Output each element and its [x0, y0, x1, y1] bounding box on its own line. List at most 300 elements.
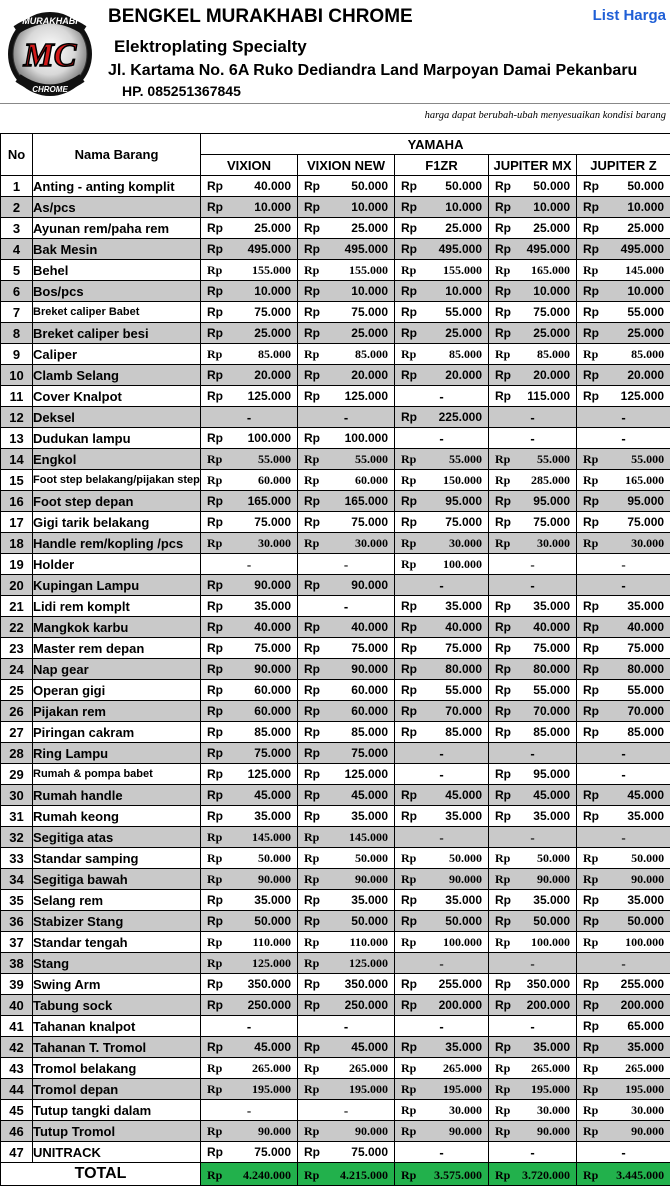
price-value: 35.000: [533, 1040, 570, 1054]
row-number: 41: [1, 1016, 33, 1037]
price-value: 35.000: [627, 809, 665, 823]
price-cell: [201, 596, 298, 617]
price-empty: -: [439, 1145, 444, 1160]
price-cell: [201, 659, 298, 680]
currency-label: Rp: [304, 473, 320, 487]
price-cell: [489, 659, 577, 680]
price-cell: [489, 1016, 577, 1037]
price-empty: -: [530, 1145, 535, 1160]
price-cell: [201, 365, 298, 386]
price-value: 10.000: [351, 200, 388, 214]
row-number: 43: [1, 1058, 33, 1079]
price-value: 95.000: [627, 494, 665, 508]
currency-label: Rp: [304, 221, 320, 235]
currency-label: Rp: [401, 998, 417, 1012]
row-number: 2: [1, 197, 33, 218]
price-value: 100.000: [531, 935, 570, 949]
item-name: Standar samping: [33, 848, 201, 869]
price-cell: [395, 323, 489, 344]
currency-label: Rp: [401, 200, 417, 214]
price-cell: [577, 407, 670, 428]
row-number: 26: [1, 701, 33, 722]
table-row: [1, 785, 670, 806]
price-cell: [489, 239, 577, 260]
currency-label: Rp: [401, 263, 417, 277]
model-header: JUPITER MX: [489, 155, 577, 176]
currency-label: Rp: [401, 221, 417, 235]
row-number: 13: [1, 428, 33, 449]
price-cell: [489, 260, 577, 281]
price-value: 165.000: [247, 494, 291, 508]
price-value: 90.000: [254, 578, 291, 592]
currency-label: Rp: [495, 998, 511, 1012]
price-empty: -: [246, 1019, 252, 1034]
price-empty: -: [343, 1019, 349, 1034]
price-cell: [489, 197, 577, 218]
price-cell: [577, 1016, 670, 1037]
total-row: [1, 1163, 670, 1186]
currency-label: Rp: [207, 1082, 223, 1096]
price-cell: [201, 953, 298, 974]
price-cell: [201, 764, 298, 785]
price-cell: [298, 680, 395, 701]
currency-label: Rp: [207, 1168, 223, 1182]
row-number: 40: [1, 995, 33, 1016]
currency-label: Rp: [207, 599, 223, 613]
currency-label: Rp: [583, 515, 599, 529]
price-empty: -: [621, 410, 626, 425]
price-cell: [577, 848, 670, 869]
price-cell: [201, 218, 298, 239]
table-row: [1, 701, 670, 722]
price-cell: [298, 764, 395, 785]
table-row: [1, 302, 670, 323]
price-value: 40.000: [351, 620, 388, 634]
price-cell: [395, 260, 489, 281]
currency-label: Rp: [304, 200, 320, 214]
price-value: 10.000: [627, 200, 665, 214]
price-value: 25.000: [533, 221, 570, 235]
model-header: JUPITER Z: [577, 155, 670, 176]
currency-label: Rp: [495, 1040, 511, 1054]
currency-label: Rp: [495, 809, 511, 823]
row-number: 32: [1, 827, 33, 848]
price-value: 350.000: [526, 977, 570, 991]
currency-label: Rp: [401, 326, 417, 340]
price-value: 25.000: [627, 326, 665, 340]
currency-label: Rp: [495, 704, 511, 718]
currency-label: Rp: [207, 746, 223, 760]
currency-label: Rp: [207, 851, 223, 865]
price-value: 75.000: [445, 515, 482, 529]
currency-label: Rp: [495, 221, 511, 235]
price-cell: [298, 659, 395, 680]
price-empty: -: [530, 1019, 535, 1034]
price-value: 75.000: [533, 305, 570, 319]
price-value: 35.000: [254, 599, 291, 613]
price-value: 50.000: [351, 914, 388, 928]
price-value: 35.000: [351, 893, 388, 907]
price-value: 110.000: [349, 935, 388, 949]
price-value: 10.000: [254, 200, 291, 214]
price-empty: -: [439, 389, 444, 404]
table-row: [1, 722, 670, 743]
currency-label: Rp: [583, 872, 599, 886]
price-value: 350.000: [247, 977, 291, 991]
logo-top-text: MURAKHABI: [22, 16, 78, 26]
price-cell: [489, 575, 577, 596]
item-name: Ring Lampu: [33, 743, 201, 764]
price-value: 125.000: [252, 956, 291, 970]
table-row: [1, 197, 670, 218]
item-name: Mangkok karbu: [33, 617, 201, 638]
item-name: Piringan cakram: [33, 722, 201, 743]
price-empty: -: [621, 431, 626, 446]
price-empty: -: [439, 956, 444, 971]
currency-label: Rp: [207, 1061, 223, 1075]
currency-label: Rp: [401, 452, 417, 466]
price-value: 75.000: [351, 1145, 388, 1159]
row-number: 27: [1, 722, 33, 743]
price-value: 285.000: [531, 473, 570, 487]
row-number: 4: [1, 239, 33, 260]
price-value: 60.000: [351, 683, 388, 697]
price-value: 10.000: [533, 200, 570, 214]
item-name: Master rem depan: [33, 638, 201, 659]
row-number: 15: [1, 470, 33, 491]
price-cell: [201, 197, 298, 218]
table-row: [1, 575, 670, 596]
price-cell: [577, 722, 670, 743]
currency-label: Rp: [207, 515, 223, 529]
currency-label: Rp: [495, 725, 511, 739]
row-number: 45: [1, 1100, 33, 1121]
item-name: Ayunan rem/paha rem: [33, 218, 201, 239]
item-name: Tromol belakang: [33, 1058, 201, 1079]
price-value: 150.000: [443, 473, 482, 487]
table-row: [1, 344, 670, 365]
currency-label: Rp: [304, 662, 320, 676]
price-cell: [577, 806, 670, 827]
row-number: 14: [1, 449, 33, 470]
price-cell: [395, 911, 489, 932]
price-cell: [395, 617, 489, 638]
price-value: 25.000: [627, 221, 665, 235]
currency-label: Rp: [207, 473, 223, 487]
price-cell: [395, 1121, 489, 1142]
table-row: [1, 1142, 670, 1163]
price-cell: [395, 386, 489, 407]
total-cell: [395, 1163, 489, 1186]
price-cell: [577, 617, 670, 638]
currency-label: Rp: [304, 704, 320, 718]
price-value: 55.000: [537, 452, 570, 466]
price-value: 3.575.000: [434, 1168, 482, 1182]
price-value: 75.000: [254, 746, 291, 760]
price-cell: [577, 785, 670, 806]
currency-label: Rp: [207, 452, 223, 466]
currency-label: Rp: [401, 704, 417, 718]
table-row: [1, 533, 670, 554]
price-cell: [395, 575, 489, 596]
item-name: Gigi tarik belakang: [33, 512, 201, 533]
currency-label: Rp: [304, 977, 320, 991]
price-cell: [395, 491, 489, 512]
price-cell: [577, 743, 670, 764]
price-value: 4.215.000: [340, 1168, 388, 1182]
price-value: 75.000: [351, 305, 388, 319]
price-cell: [577, 428, 670, 449]
currency-label: Rp: [583, 620, 599, 634]
currency-label: Rp: [495, 620, 511, 634]
price-value: 45.000: [445, 788, 482, 802]
price-value: 25.000: [351, 326, 388, 340]
price-cell: [298, 281, 395, 302]
price-cell: [395, 743, 489, 764]
price-value: 100.000: [625, 935, 665, 949]
price-cell: [395, 701, 489, 722]
price-value: 200.000: [526, 998, 570, 1012]
price-cell: [201, 1079, 298, 1100]
price-cell: [395, 953, 489, 974]
table-row: [1, 470, 670, 491]
price-cell: [489, 680, 577, 701]
price-value: 35.000: [533, 809, 570, 823]
table-row: [1, 281, 670, 302]
item-name: Breket caliper Babet: [33, 302, 201, 323]
table-row: [1, 218, 670, 239]
table-row: [1, 323, 670, 344]
price-cell: [489, 995, 577, 1016]
price-empty: -: [621, 746, 626, 761]
currency-label: Rp: [304, 1145, 320, 1159]
currency-label: Rp: [304, 536, 320, 550]
price-cell: [489, 1037, 577, 1058]
price-cell: [395, 470, 489, 491]
model-header: F1ZR: [395, 155, 489, 176]
total-cell: [489, 1163, 577, 1186]
currency-label: Rp: [583, 662, 599, 676]
currency-label: Rp: [583, 641, 599, 655]
currency-label: Rp: [207, 1124, 223, 1138]
price-value: 45.000: [533, 788, 570, 802]
price-value: 50.000: [533, 914, 570, 928]
currency-label: Rp: [401, 620, 417, 634]
price-value: 35.000: [445, 599, 482, 613]
price-value: 50.000: [355, 851, 388, 865]
currency-label: Rp: [207, 683, 223, 697]
price-value: 265.000: [349, 1061, 388, 1075]
currency-label: Rp: [207, 809, 223, 823]
price-value: 85.000: [445, 725, 482, 739]
price-value: 100.000: [443, 557, 482, 571]
currency-label: Rp: [304, 641, 320, 655]
currency-label: Rp: [207, 221, 223, 235]
price-empty: -: [246, 557, 252, 572]
price-cell: [395, 344, 489, 365]
price-cell: [201, 449, 298, 470]
table-row: [1, 1037, 670, 1058]
currency-label: Rp: [207, 767, 223, 781]
price-value: 125.000: [620, 389, 665, 403]
price-cell: [298, 1016, 395, 1037]
price-cell: [577, 470, 670, 491]
price-cell: [489, 554, 577, 575]
item-name: Kupingan Lampu: [33, 575, 201, 596]
item-name: Lidi rem komplt: [33, 596, 201, 617]
price-cell: [489, 407, 577, 428]
table-row: [1, 491, 670, 512]
item-name: Standar tengah: [33, 932, 201, 953]
price-cell: [577, 974, 670, 995]
row-number: 1: [1, 176, 33, 197]
currency-label: Rp: [495, 284, 511, 298]
price-cell: [298, 995, 395, 1016]
price-cell: [201, 1037, 298, 1058]
currency-label: Rp: [304, 515, 320, 529]
item-name: Tromol depan: [33, 1079, 201, 1100]
price-cell: [577, 659, 670, 680]
price-value: 350.000: [344, 977, 388, 991]
price-value: 85.000: [537, 347, 570, 361]
price-cell: [298, 302, 395, 323]
table-row: [1, 596, 670, 617]
price-empty: -: [621, 578, 626, 593]
price-cell: [489, 827, 577, 848]
price-value: 90.000: [351, 578, 388, 592]
currency-label: Rp: [583, 1040, 599, 1054]
item-name: Behel: [33, 260, 201, 281]
currency-label: Rp: [401, 1103, 417, 1117]
price-value: 90.000: [631, 1124, 665, 1138]
currency-label: Rp: [207, 242, 223, 256]
item-name: Cover Knalpot: [33, 386, 201, 407]
price-value: 195.000: [443, 1082, 482, 1096]
price-value: 40.000: [254, 179, 291, 193]
model-header: VIXION: [201, 155, 298, 176]
row-number: 35: [1, 890, 33, 911]
price-cell: [489, 176, 577, 197]
table-row: [1, 386, 670, 407]
currency-label: Rp: [401, 725, 417, 739]
price-cell: [489, 1142, 577, 1163]
price-cell: [577, 218, 670, 239]
currency-label: Rp: [583, 1168, 599, 1182]
price-value: 90.000: [258, 1124, 291, 1138]
price-value: 90.000: [537, 872, 570, 886]
price-value: 45.000: [351, 1040, 388, 1054]
price-cell: [201, 575, 298, 596]
price-cell: [577, 302, 670, 323]
price-cell: [201, 1058, 298, 1079]
row-number: 47: [1, 1142, 33, 1163]
price-cell: [298, 827, 395, 848]
price-cell: [395, 995, 489, 1016]
currency-label: Rp: [583, 788, 599, 802]
price-cell: [395, 512, 489, 533]
currency-label: Rp: [495, 893, 511, 907]
price-cell: [577, 554, 670, 575]
table-row: [1, 239, 670, 260]
header-divider: [0, 103, 670, 104]
price-cell: [201, 722, 298, 743]
price-value: 90.000: [351, 662, 388, 676]
price-value: 145.000: [625, 263, 665, 277]
price-cell: [577, 512, 670, 533]
price-cell: [577, 680, 670, 701]
row-number: 30: [1, 785, 33, 806]
price-value: 35.000: [254, 893, 291, 907]
currency-label: Rp: [495, 368, 511, 382]
currency-label: Rp: [304, 914, 320, 928]
price-cell: [489, 386, 577, 407]
price-value: 85.000: [449, 347, 482, 361]
price-cell: [298, 260, 395, 281]
item-name: Dudukan lampu: [33, 428, 201, 449]
item-name: Rumah keong: [33, 806, 201, 827]
price-value: 145.000: [349, 830, 388, 844]
currency-label: Rp: [495, 767, 511, 781]
table-row: [1, 848, 670, 869]
price-cell: [201, 428, 298, 449]
currency-label: Rp: [304, 1082, 320, 1096]
price-value: 200.000: [438, 998, 482, 1012]
price-cell: [201, 848, 298, 869]
price-cell: [201, 974, 298, 995]
price-cell: [298, 743, 395, 764]
price-value: 90.000: [355, 872, 388, 886]
price-cell: [395, 302, 489, 323]
row-number: 33: [1, 848, 33, 869]
price-value: 85.000: [254, 725, 291, 739]
price-cell: [201, 554, 298, 575]
table-row: [1, 869, 670, 890]
price-empty: -: [530, 557, 535, 572]
currency-label: Rp: [401, 599, 417, 613]
price-value: 35.000: [533, 599, 570, 613]
item-name: Swing Arm: [33, 974, 201, 995]
currency-label: Rp: [304, 851, 320, 865]
price-value: 35.000: [627, 1040, 665, 1054]
price-value: 100.000: [344, 431, 388, 445]
price-value: 145.000: [252, 830, 291, 844]
table-row: [1, 1079, 670, 1100]
price-cell: [201, 785, 298, 806]
price-empty: -: [439, 767, 444, 782]
currency-label: Rp: [304, 305, 320, 319]
table-row: [1, 953, 670, 974]
row-number: 31: [1, 806, 33, 827]
price-cell: [298, 491, 395, 512]
currency-label: Rp: [583, 368, 599, 382]
price-cell: [201, 302, 298, 323]
price-value: 50.000: [449, 851, 482, 865]
price-cell: [395, 890, 489, 911]
price-cell: [489, 911, 577, 932]
currency-label: Rp: [401, 557, 417, 571]
price-value: 250.000: [247, 998, 291, 1012]
price-value: 55.000: [627, 305, 665, 319]
price-cell: [395, 638, 489, 659]
price-cell: [201, 911, 298, 932]
item-name: Tutup tangki dalam: [33, 1100, 201, 1121]
price-value: 10.000: [254, 284, 291, 298]
price-value: 30.000: [537, 536, 570, 550]
item-name: Foot step depan: [33, 491, 201, 512]
price-cell: [395, 428, 489, 449]
row-number: 20: [1, 575, 33, 596]
row-number: 37: [1, 932, 33, 953]
